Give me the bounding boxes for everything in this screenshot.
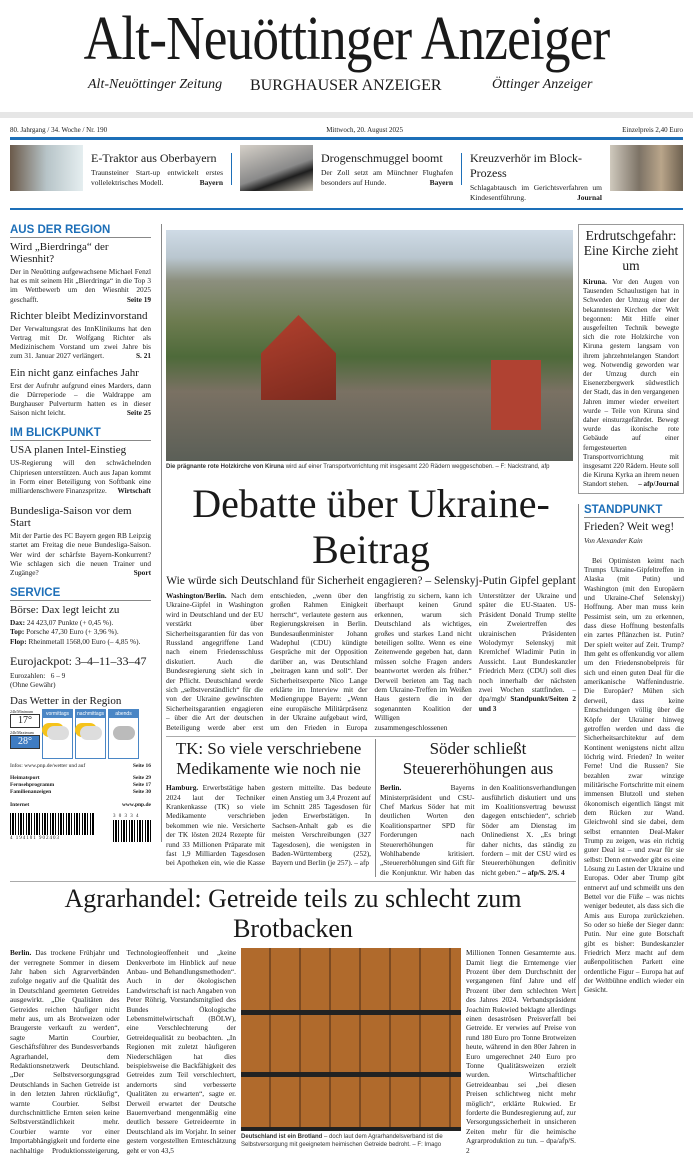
main-area (10, 224, 576, 1155)
index-page: Seite 17 (132, 782, 151, 789)
standpunkt-article[interactable] (578, 504, 684, 996)
blick-item[interactable] (10, 444, 151, 495)
lotto-title: Eurojackpot: 3–4–11–33–47 (10, 653, 147, 668)
lead-article-body (166, 591, 576, 732)
index-page: Seite 29 (132, 775, 151, 782)
photo-caption (166, 463, 576, 471)
article-ref[interactable]: Standpunkt/Seiten 2 und 3 (478, 694, 576, 713)
weather-info (10, 763, 151, 770)
slot-label: nachmittags (77, 711, 104, 718)
boerse-key: Top: (10, 627, 25, 637)
blick-item[interactable] (10, 505, 151, 577)
bread-photo[interactable] (241, 948, 461, 1131)
issue-info: 80. Jahrgang / 34. Woche / Nr. 190 (10, 126, 108, 134)
teaser-text: Schlagabtausch im Gerichtsverfahren um Kindesentführung. (470, 183, 602, 202)
item-text: Erst der Aufruhr aufgrund eines Marders, dann die Dürreperiode – die Waldrappe am Burghauser Pulverturm hatten es in dieser Saison nicht leicht. (10, 380, 151, 418)
sun-cloud-icon (47, 726, 69, 740)
article-body: Nach dem Ukraine-Gipfel in Washington wird in Deutschland und der EU verstärkt über Sicherheitsgarantien für das von Russland angegriffene Land nach einem Friedensschluss diskutiert. Auch die Bundesregierung sieht sich in der Pflicht. Deutschland werde sich „selbstverständlich“ für die von der Ukraine gewünschten Sicherheitsgarantien engagieren – über die Art der deutschen Beteiligung werde aber erst entschieden, „wenn über den großen Rahmen Einigkeit herrscht“, verlautete gestern aus Regierungskreisen in Berlin. Bundesaußenminister Johann Wadephul (CDU) kündigte Gespräche mit der Opposition darüber an, was Deutschland „beitragen kann und soll“. Der Sicherheitsexperte Nico Lange erklärte im Interview mit der Mediengruppe Bayern: „Wenn eine europäische Militärpräsenz in der Ukraine aufgebaut wird, um den Frieden in Europa langfristig zu sichern, kann ich überhaupt keinen Grund erkennen, warum sich Deutschland als wichtiges, großes und starkes Land nicht beteiligen sollte. Wenn es eine Zeitenwende gegeben hat, dann müssen solche Fragen anders beantwortet werden als früher.“ Derweil berieten am Tag nach dem Ukraine-Treffen im Weißen Haus gestern die in der sogenannten Koalition der Willigen zusammengeschlossenen Unterstützer der Ukraine und später die EU-Staaten. US-Präsident Donald Trump stellte ein Zweiertreffen des ukrainischen Präsidenten Wolodymyr Selenskyj mit Kremlchef Wladimir Putin in Aussicht. Laut Bundeskanzler Friedrich Merz (CDU) soll dies noch innerhalb der nächsten zwei Wochen stattfinden. – dpa/mgb/ (166, 591, 576, 732)
section-label: SERVICE (10, 587, 151, 601)
lead-headline: Debatte über Ukraine-Beitrag (192, 481, 550, 572)
barcode-area (10, 813, 151, 842)
teaser-title: Kreuzverhör im Block-Prozess (470, 151, 582, 180)
index-label: Familienanzeigen (10, 789, 52, 796)
slot-label: abends (109, 710, 138, 718)
barcode-icon (10, 813, 95, 835)
boerse-title: Börse: Dax legt leicht zu (10, 604, 120, 617)
page-body (0, 210, 693, 1165)
issue-date: Mittwoch, 20. August 2025 (326, 126, 404, 134)
dateline: Washington/Berlin. (166, 591, 227, 600)
center-area (162, 224, 576, 877)
max-temp: 28° (10, 735, 40, 749)
masthead-sub-left: Alt-Neuöttinger Zeitung (88, 77, 223, 92)
article-body: Das trockene Frühjahr und der verregnete Sommer in diesem Jahr haben sich Agrarverbänden zufolge negativ auf die Qualität des in Deutschland geernteten Getreides ausgewirkt. „Die Qualitäten des Getreides reichen häufiger nicht mehr aus, um als Brotweizen oder Braugerste verkauft zu werden“, sagte Martin Courbier, Geschäftsführer des Bundesverbands Agrarhandel, dem Redaktionsnetzwerk Deutschland. „Der Selbstversorgungsgrad Deutschlands in Sachen Getreide ist in den letzten Jahren rückläufig“, warnte Courbier. Selbst durchschnittliche Ernten seien keine Selbstverständlichkeit mehr. Courbier warnte vor einer Importabhängigkeit und forderte eine nachhaltige Produktionssteigerung, Technologieoffenheit und „keine Denkverbote im Hinblick auf neue Anbau- und Behandlungsmethoden“. Auch in der ökologischen Landwirtschaft ist nach Angaben von Peter Röhrig, Vorstandsmitglied des Bundes Ökologische Lebensmittelwirtschaft (BÖLW), eine Verschlechterung der Getreidequalität zu beobachten. „In Regionen mit zuletzt häufigeren Niederschlägen hat dies beispielsweise die Backfähigkeit des Getreides zum Teil verschlechtert, andernorts sind verbesserte Qualitäten zu erwarten“, sagte er. Derweil erwartet der Deutsche Bauernverband mengenmäßig eine deutlich bessere Getreideernte in Deutschland als im Vorjahr. In seiner gestern vorgestellten Ernteschätzung geht er von 43,5 (10, 948, 236, 1155)
max-label: 24h/Maximum (10, 730, 34, 736)
item-text: Der in Neuötting aufgewachsene Michael Fenzl hat es mit seinem Hit „Bierdringa“ in die Top 3 im Wettbewerb um den Wiesnhit 2025 geschafft. (10, 267, 151, 304)
weather-afternoon (75, 709, 106, 759)
article-body: Erwerbstätige haben 2024 laut der Techniker Krankenkasse (TK) so viele Medikamente verschrieben bekommen wie nie. Versicherte der TK lösten 2024 Rezepte für rund 33 Millionen Präparate mit fast 1,9 Milliarden Tagesdosen bei Apotheken ein, wie die Kasse gestern mitteilte. Das bedeute einen Anstieg um 3,4 Prozent auf im Schnitt 285 Tagesdosen für jeden Erwerbstätigen. In Sachsen-Anhalt gab es die meisten Verschreibungen (327 Tagesdosen), die wenigsten in Baden-Württemberg (252), Bayern und Berlin (je 257). – afp (166, 783, 371, 868)
teaser-text: Der Zoll setzt am Münchner Flughafen besonders auf Hunde. (321, 168, 453, 187)
section-label: STANDPUNKT (584, 504, 684, 518)
info-text: Infos: www.pnp.de/wetter und auf (10, 763, 86, 770)
cloud-icon (113, 726, 135, 740)
teaser-etraktor[interactable] (91, 145, 223, 188)
region-item[interactable] (10, 241, 151, 304)
lotto-note: (Ohne Gewähr) (10, 680, 56, 690)
left-column (10, 224, 162, 842)
index-label: Heimatsport (10, 775, 40, 782)
agrar-article-body-continued: Millionen Tonnen Gesamternte aus. Damit liegt die Erntemenge vier Prozent über dem Durchschnitt der vergangenen fünf Jahre und elf Prozent über dem schlechten Wert des Jahres 2024. Verbandspräsident Joachim Rukwied beklagte allerdings einen desaströsen Preisverfall bei Getreide. Er verwies auf Preise von rund 180 Euro pro Tonne Brotweizen heute, während in den 80er Jahren in Euro umgerechnet 240 Euro pro Tonne Qualitätsweizen erzielt wurden. Wirtschaftlicher Getreideanbau sei „bei diesen Preisen schlichtweg nicht mehr möglich“, erklärte Rukwied. Er forderte die Bundesregierung auf, zur Versorgungssicherheit in unsicheren Zeiten mehr für die heimische Agrarproduktion zu tun. – dpa/afp/S. 2 (466, 948, 576, 1155)
barcode-addon-number: 3 0 3 3 4 (113, 814, 140, 820)
item-text: Der Verwaltungsrat des InnKlinikums hat den Vertrag mit Dr. Wolfgang Richter als Medizinischem Vorstand um zwei Jahre bis zum 31. Januar 2027 verlängert. (10, 323, 151, 361)
region-item[interactable] (10, 310, 151, 361)
caption-bold: Die prägnante rote Holzkirche von Kiruna (166, 464, 285, 470)
internet-line (10, 802, 151, 809)
issue-meta-row (0, 118, 693, 137)
section-label: IM BLICKPUNKT (10, 427, 151, 441)
region-item[interactable] (10, 367, 151, 418)
kiruna-article[interactable] (578, 224, 684, 494)
article-ref: – afp/Journal (638, 480, 679, 489)
teaser-row (0, 140, 693, 208)
tk-article-body (166, 783, 371, 868)
sun-cloud-icon (80, 726, 102, 740)
issue-price: Einzelpreis 2,40 Euro (622, 126, 683, 134)
boerse-key: Dax: (10, 618, 25, 628)
top-area (10, 224, 576, 877)
article-body: Vor den Augen von Tausenden Schaulustigen hat in Schweden der Umzug einer der bekanntesten Kirchen der Welt begonnen: Mit Hilfe einer ausgefeilten Technik bewegte sich die rote Holzkirche von Kiruna gestern langsam von ihrem jahrzehntelangen Standort weg. Notwendig geworden war der Umzug durch ein Eisenerzbergwerk südwestlich der Stadt, das in den vergangenen Jahren immer wieder erweitert wurde – Teile von Kiruna sind daher einsturzgefährdet. Bewegt wurde das ikonische rote Gebäude auf einer ferngesteuerten Transportvorrichtung mit insgesamt 220 Rädern. Heute soll die Kiruna Kyrka an ihrem neuen Standort stehen. (583, 278, 679, 489)
index-label: Fernsehprogramm (10, 782, 55, 789)
article-title: Erdrutschgefahr: Eine Kirche zieht um (583, 228, 679, 273)
agrar-headline: Agrarhandel: Getreide teils zu schlecht zum Brotbacken (64, 884, 522, 944)
teaser-photo-tractor[interactable] (10, 145, 83, 191)
boerse-key: Flop: (10, 636, 27, 646)
masthead-sub-center: BURGHAUSER ANZEIGER (250, 77, 442, 94)
teaser-photo-dog[interactable] (240, 145, 313, 191)
teaser-block[interactable] (470, 145, 602, 203)
weather-widget (10, 709, 151, 759)
article-ref[interactable]: – afp/S. 2/S. 4 (522, 867, 565, 877)
church-shape (261, 315, 336, 400)
soeder-headline: Söder schließt Steuererhöhungen aus (402, 739, 554, 779)
min-label: 24h/Minimum (10, 709, 34, 715)
item-ref: S. 21 (135, 351, 151, 361)
dateline: Berlin. (10, 948, 32, 958)
teaser-title: Drogenschmuggel boomt (321, 151, 443, 165)
info-ref: Seite 16 (132, 763, 151, 770)
teaser-ref: Bayern (199, 178, 223, 187)
shelf (241, 1010, 461, 1015)
weather-title: Das Wetter in der Region (10, 695, 122, 708)
masthead-title: Alt-Neuöttinger Anzeiger (83, 5, 610, 73)
dateline: Hamburg. (166, 783, 199, 793)
teaser-text: Traunsteiner Start-up entwickelt erstes vollelektrisches Modell. (91, 168, 223, 187)
kiruna-church-photo[interactable] (166, 230, 573, 461)
dateline: Kiruna. (583, 278, 607, 286)
item-ref: Sport (133, 568, 151, 578)
boerse-values (10, 618, 151, 646)
right-column (578, 224, 684, 996)
barcode-addon-icon (113, 820, 151, 842)
tower-shape (491, 360, 541, 430)
internet-url[interactable]: www.pnp.de (121, 802, 151, 809)
divider (461, 153, 462, 185)
secondary-articles (166, 736, 576, 877)
item-title: Ein nicht ganz einfaches Jahr (10, 366, 139, 379)
dateline: Berlin. (380, 783, 402, 793)
lead-subtitle: Wie würde sich Deutschland für Sicherheit engagieren? – Selenskyj-Putin Gipfel geplant (166, 575, 576, 587)
min-temp: 17° (10, 714, 40, 728)
masthead-sub-right: Öttinger Anzeiger (492, 77, 593, 92)
item-title: Richter bleibt Medizinvorstand (10, 309, 148, 322)
teaser-ref: Journal (576, 193, 602, 202)
item-title: Wird „Bierdringa“ der Wiesnhit? (10, 241, 109, 265)
soeder-article[interactable] (380, 739, 576, 877)
article-body: Bayerns Ministerpräsident und CSU-Chef Markus Söder hat mit deutlichen Worten den Koalitionspartner SPD für Forderungen nach Steuererhöhungen für Wohlhabende kritisiert. „Steuererhöhungen sind Gift für die Konjunktur. Wir haben das in den Koalitionsverhandlungen ausführlich diskutiert und uns im Koalitionsvertrag bewusst dagegen entschieden“, schrieb Söder am Dienstag im Onlinedienst X. „Es bringt daher nichts, das ständig zu fordern – mit der CSU wird es Steuererhöhungen definitiv nicht geben.“ (380, 783, 576, 877)
caption-bold: Deutschland ist ein Brotland (241, 1134, 323, 1141)
slot-label: vormittags (43, 710, 72, 718)
caption-text: – doch laut dem Agrarhandelsverband ist die Selbstversorgung mit geeignetem heimischen Getreide bedroht. – F: Imago (241, 1134, 443, 1149)
teaser-drogen[interactable] (321, 145, 453, 188)
divider (231, 153, 232, 185)
tk-article[interactable] (166, 739, 371, 868)
shelf (241, 1072, 461, 1077)
weather-evening (108, 709, 139, 759)
soeder-article-body (380, 783, 576, 877)
tk-headline: TK: So viele verschriebene Medikamente wie noch nie (175, 739, 362, 779)
barcode-number: 4 194101 902403 (10, 836, 60, 842)
item-text: US-Regierung will den schwächelnden Chipriesen unterstützen. Auch aus Japan kommt in Form einer Beteiligung von Softbank eine milliardenschwere Finanzspritze. (10, 458, 151, 496)
item-ref: Seite 19 (126, 294, 151, 304)
author: Von Alexander Kain (584, 535, 643, 545)
teaser-title: E-Traktor aus Oberbayern (91, 151, 217, 165)
index-page: Seite 30 (132, 789, 151, 796)
item-text: Mit der Partie des FC Bayern gegen RB Leipzig startet am Freitag die neue Bundesliga-Saison. Wer wird der schärfste Bayern-Konkurrent? Wie schlagen sich die neuen Trainer und Zugänge? (10, 531, 151, 578)
teaser-ref: Bayern (429, 178, 453, 187)
item-ref: Seite 25 (126, 408, 151, 418)
boerse-value: Porsche 47,30 Euro (+ 3,96 %). (26, 627, 119, 637)
boerse-value: Rheinmetall 1568,00 Euro (– 4,85 %). (28, 636, 141, 646)
boerse-value: 24 423,07 Punkte (+ 0,45 %). (26, 618, 114, 628)
lotto-euro: Eurozahlen: 6 – 9 (10, 670, 66, 680)
article-title: Frieden? Weit weg! (584, 520, 675, 533)
page-index (10, 775, 151, 796)
weather-morning (42, 709, 73, 759)
item-title: Bundesliga-Saison vor dem Start (10, 505, 132, 530)
agrar-article[interactable] (10, 881, 576, 1155)
divider (375, 739, 376, 877)
masthead (0, 0, 693, 110)
bread-photo-block (241, 948, 461, 1149)
agrar-row (10, 948, 576, 1155)
teaser-photo-block[interactable] (610, 145, 683, 191)
bread-caption (241, 1133, 461, 1149)
internet-label: Internet (10, 802, 30, 809)
item-title: USA planen Intel-Einstieg (10, 444, 127, 457)
agrar-article-body (10, 948, 236, 1155)
item-ref: Wirtschaft (117, 486, 151, 496)
caption-text: wird auf einer Transportvorrichtung mit insgesamt 220 Rädern weggeschoben. – F: Nackstrand, afp (284, 464, 550, 470)
section-label: AUS DER REGION (10, 224, 151, 238)
article-body: Bei Optimisten keimt nach Trumps Ukraine-Gipfeltreffen in Alaska (mit Putin) und Washington (mit den Europäern und Ukraine-Chef Selenskyj) Hoffnung. Aber man muss kein Pessimist sein, um zu erkennen, dass diese Hoffnung bestenfalls ein zartes Pflänzchen ist. Putin? Der spielt weiter auf Zeit. Trump? Ihm geht es offenkundig vor allem um den Friedensnobelpreis für sich und einen guten Deal für die amerikanische Waffenindustrie. Die Europäer? Mühen sich derweil, dass keine Entscheidungen völlig über die Köpfe der Ukrainer hinweg getroffen werden und dass die Sicherheitsarchitektur auf dem Kontinent wenigstens nicht allzu löchrig wird. Frieden? In weiter Ferne! Und die Russen? Sie bezahlen zwar winzige militärische Fortschritte mit einem immensen Blutzoll und stehen ökonomisch eigentlich längst mit dem Rücken zur Wand. Gleichwohl sind sie dabei, dem selbst ernannten Deal-Maker Trump zu zeigen, was ein richtig guter Deal ist – und zwar für sie selbst: Denn entweder gibt es eine Lösung zu Lasten der Ukraine und Europas. Oder aber Trump gibt entnervt auf und schmeißt uns den Bettel vor die Füße – was nichts weniger bedeutet, als dass sich die Amis aus Europa zurückziehen. So oder so hieße der Sieger dann: Putin. Nur eine gute Botschaft gibt es bisher: Bundeskanzler Friedrich Merz macht auf dem außenpolitischen Parkett eine ordentliche Figur – Europa hat auf der Weltbühne endlich wieder ein Gesicht. (584, 556, 684, 995)
